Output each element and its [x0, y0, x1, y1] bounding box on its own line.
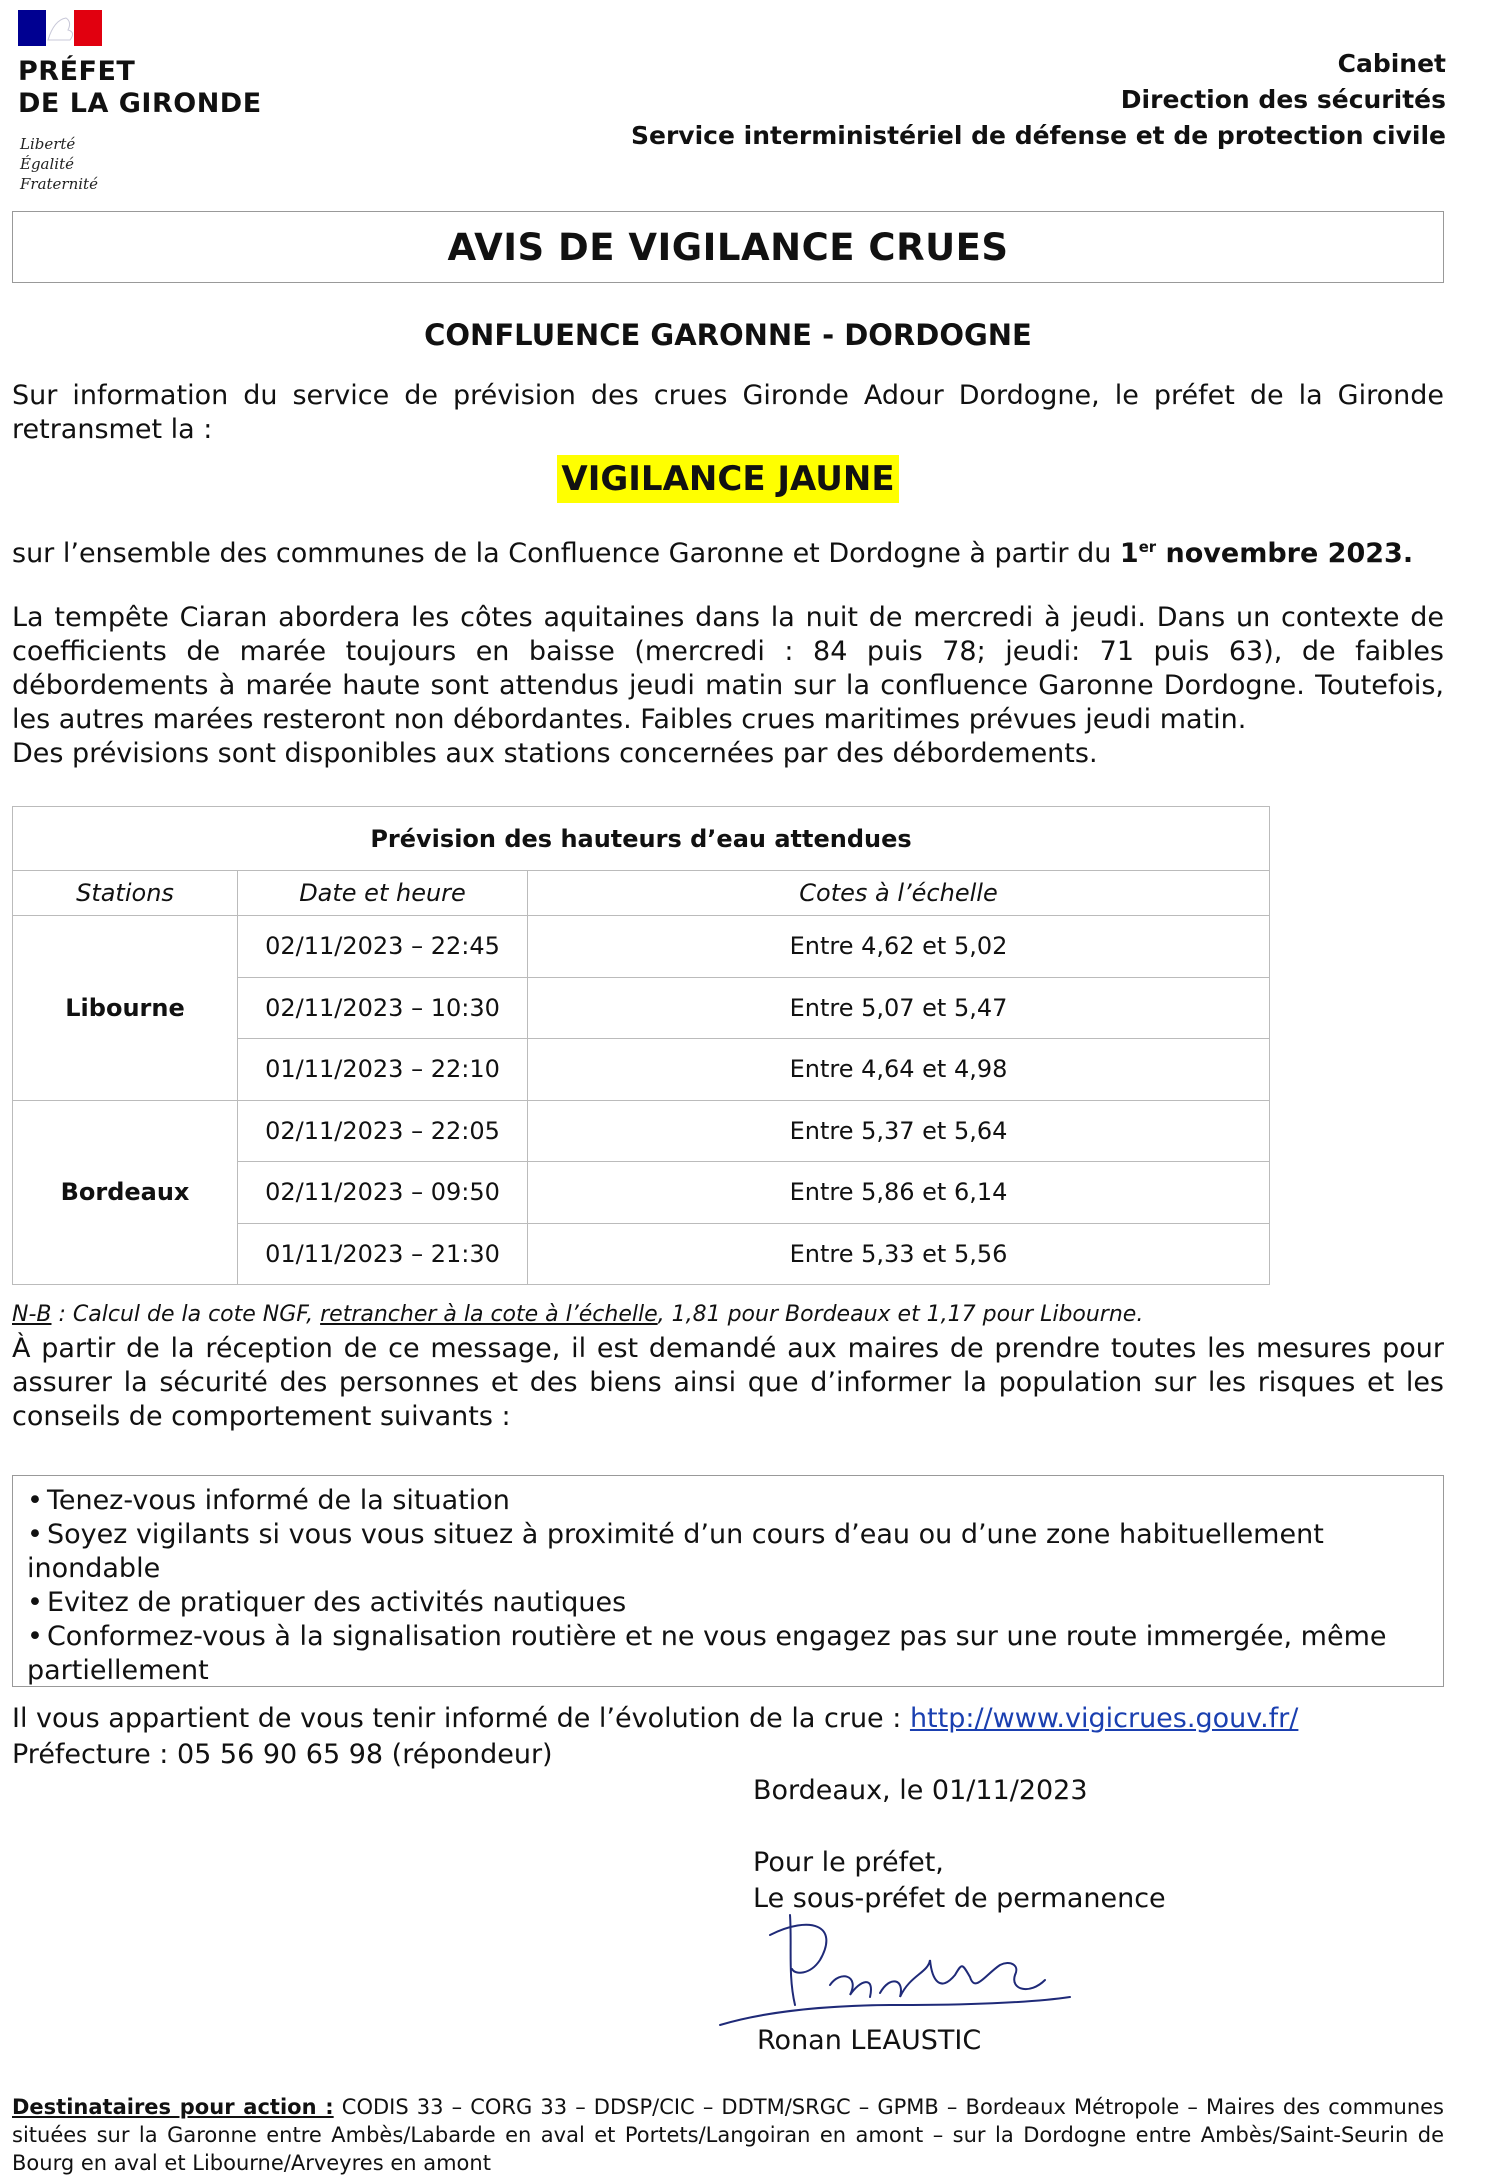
- mayors-request: À partir de la réception de ce message, il est demandé aux maires de prendre toutes les mesures pour assurer la sécurité des personnes et des biens ainsi que d’informer la population sur les risques et les conseils de comportement suivants :: [12, 1333, 1444, 1432]
- note-values: , 1,81 pour Bordeaux et 1,17 pour Libourne.: [657, 1302, 1144, 1327]
- level-cell: Entre 5,37 et 5,64: [528, 1100, 1270, 1162]
- marianne-flag-icon: [18, 10, 102, 46]
- note-text: : Calcul de la cote NGF,: [51, 1302, 321, 1327]
- document-title: AVIS DE VIGILANCE CRUES: [12, 211, 1444, 283]
- datetime-cell: 02/11/2023 – 10:30: [238, 977, 528, 1039]
- station-libourne: Libourne: [13, 916, 238, 1101]
- prefecture-logo: [18, 10, 308, 193]
- prefecture-phone: Préfecture : 05 56 90 65 98 (répondeur): [12, 1739, 553, 1770]
- motto-fraternite: Fraternité: [20, 175, 98, 193]
- header-direction: Direction des sécurités: [1120, 85, 1446, 114]
- header-datetime: Date et heure: [238, 871, 528, 916]
- place-date: Bordeaux, le 01/11/2023: [753, 1775, 1088, 1806]
- table-row: [13, 1100, 1270, 1162]
- station-bordeaux: Bordeaux: [13, 1100, 238, 1285]
- table-row: [13, 916, 1270, 978]
- level-cell: Entre 5,07 et 5,47: [528, 977, 1270, 1039]
- scope-day-sup: er: [1138, 538, 1157, 556]
- datetime-cell: 02/11/2023 – 09:50: [238, 1162, 528, 1224]
- forecast-table: [12, 806, 1270, 1285]
- info-line: [12, 1702, 1444, 1736]
- datetime-cell: 02/11/2023 – 22:05: [238, 1100, 528, 1162]
- datetime-cell: 01/11/2023 – 22:10: [238, 1039, 528, 1101]
- scope-day: 1: [1119, 538, 1139, 569]
- motto-egalite: Égalité: [20, 155, 74, 173]
- header-stations: Stations: [13, 871, 238, 916]
- handwritten-signature: [700, 1905, 1080, 2035]
- signatory-line2: Le sous-préfet de permanence: [753, 1883, 1166, 1914]
- issuing-service: [631, 46, 1446, 154]
- vigilance-level-wrap: [0, 455, 1456, 503]
- datetime-cell: 02/11/2023 – 22:45: [238, 916, 528, 978]
- scope-paragraph: [12, 537, 1444, 571]
- table-caption: Prévision des hauteurs d’eau attendues: [13, 807, 1270, 871]
- level-cell: Entre 4,62 et 5,02: [528, 916, 1270, 978]
- vigicrues-link[interactable]: http://www.vigicrues.gouv.fr/: [909, 1703, 1299, 1734]
- forecast-availability: Des prévisions sont disponibles aux stations concernées par des débordements.: [12, 738, 1098, 769]
- recipients-label: Destinataires pour action :: [12, 2095, 334, 2119]
- note-label: N-B: [12, 1302, 52, 1327]
- advice-list: [12, 1475, 1444, 1687]
- header-service: Service interministériel de défense et de protection civile: [631, 121, 1446, 150]
- signatory-name: Ronan LEAUSTIC: [757, 2025, 982, 2056]
- table-caption-row: [13, 807, 1270, 871]
- logo-title-line2: DE LA GIRONDE: [18, 88, 262, 119]
- logo-title-line1: PRÉFET: [18, 56, 136, 87]
- situation-paragraph: La tempête Ciaran abordera les côtes aquitaines dans la nuit de mercredi à jeudi. Dans un contexte de coefficients de marée toujours en baisse (mercredi : 84 puis 78; jeudi: 71 puis 63), de faibles débordements à marée haute sont attendus jeudi matin sur la confluence Garonne Dordogne. Toutefois, les autres marées resteront non débordantes. Faibles crues maritimes prévues jeudi matin.: [12, 602, 1444, 735]
- header-levels: Cotes à l’échelle: [528, 871, 1270, 916]
- scope-date: novembre 2023.: [1156, 538, 1414, 569]
- level-cell: Entre 5,86 et 6,14: [528, 1162, 1270, 1224]
- header-cabinet: Cabinet: [1337, 49, 1446, 78]
- republic-motto: [20, 134, 98, 194]
- intro-paragraph: Sur information du service de prévision des crues Gironde Adour Dordogne, le préfet de la Gironde retransmet la :: [12, 380, 1444, 445]
- scope-text: sur l’ensemble des communes de la Confluence Garonne et Dordogne à partir du: [12, 538, 1120, 569]
- ngf-note: [12, 1300, 1452, 1330]
- table-header-row: [13, 871, 1270, 916]
- motto-liberte: Liberté: [20, 135, 76, 153]
- recipients: [12, 2093, 1444, 2177]
- info-text: Il vous appartient de vous tenir informé de l’évolution de la crue :: [12, 1703, 910, 1734]
- vigilance-level: VIGILANCE JAUNE: [557, 455, 898, 503]
- datetime-cell: 01/11/2023 – 21:30: [238, 1223, 528, 1285]
- level-cell: Entre 5,33 et 5,56: [528, 1223, 1270, 1285]
- logo-title: [18, 56, 262, 120]
- advice-item: • Tenez-vous informé de la situation: [27, 1484, 1429, 1518]
- document-subtitle: CONFLUENCE GARONNE - DORDOGNE: [424, 318, 1032, 352]
- recipients-list: CODIS 33 – CORG 33 – DDSP/CIC – DDTM/SRGC – GPMB – Bordeaux Métropole – Maires des communes situées sur la Garonne entre Ambès/Labarde en aval et Portets/Langoiran en amont – sur la Dordogne entre Ambès/Saint-Seurin de Bourg en aval et Libourne/Arveyres en amont: [12, 2095, 1444, 2175]
- advice-item: • Conformez-vous à la signalisation routière et ne vous engagez pas sur une route immergée, même partiellement: [27, 1620, 1429, 1688]
- level-cell: Entre 4,64 et 4,98: [528, 1039, 1270, 1101]
- note-emphasis: retrancher à la cote à l’échelle: [320, 1302, 658, 1327]
- signatory-line1: Pour le préfet,: [753, 1847, 944, 1878]
- advice-item: • Evitez de pratiquer des activités nautiques: [27, 1586, 1429, 1620]
- advice-item: • Soyez vigilants si vous vous situez à proximité d’un cours d’eau ou d’une zone habituellement inondable: [27, 1518, 1429, 1586]
